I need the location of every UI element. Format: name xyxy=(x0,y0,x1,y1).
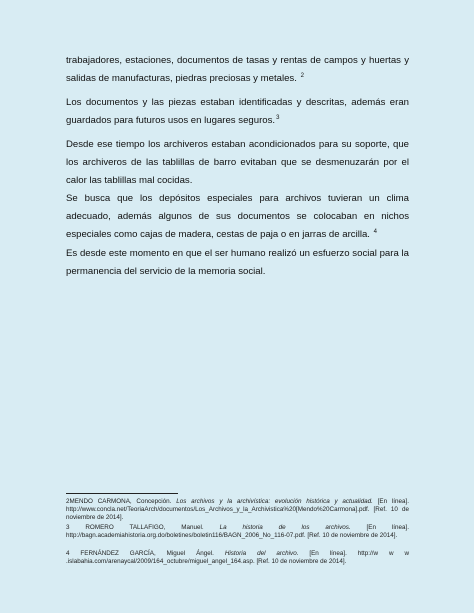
paragraph-text: Desde ese tiempo los archiveros estaban acondicionados para su soporte, que los archiveros de las tablillas de barro evitaban que se desmenuzarán por el calor las tablillas mal cocidas. xyxy=(66,139,409,186)
footnote-author: 4 FERNÁNDEZ GARCÍA, Miguel Ángel. xyxy=(66,550,225,557)
footnote-source[interactable]: [En línea]. http://w w w .islabahia.com/arenaycal/2009/164_octubre/miguel_angel_164.asp. [Ref. 10 de noviembre de 2014]. xyxy=(66,550,409,565)
footnote-source[interactable]: [En línea]. http://bagn.academiahistoria.org.do/boletines/boletin116/BAGN_2006_No_116-07.pdf. [Ref. 10 de noviembre de 2014]. xyxy=(66,524,409,539)
paragraph-text: trabajadores, estaciones, documentos de tasas y rentas de campos y huertas y salidas de manufacturas, piedras preciosas y metales. xyxy=(66,55,409,84)
paragraph-3 xyxy=(66,136,409,190)
footnote-author: 2MENDO CARMONA, Concepción. xyxy=(66,498,177,505)
paragraph-1 xyxy=(66,52,409,88)
footnote-ref-3[interactable]: 3 xyxy=(276,115,280,121)
paragraph-text: Es desde este momento en que el ser humano realizó un esfuerzo social para la permanencia del servicio de la memoria social. xyxy=(66,248,409,277)
footnote-source[interactable]: [En línea]. http://www.concla.net/TeoriaArch/documentos/Los_Archivos_y_la_Archivistica%20[Mendo%20Carmona].pdf. [Ref. 10 de noviembre de 2014]. xyxy=(66,498,409,521)
paragraph-5 xyxy=(66,245,409,281)
footnote-title: Historia del archivo. xyxy=(224,550,299,557)
footnote-ref-4[interactable]: 4 xyxy=(373,229,377,235)
paragraph-4 xyxy=(66,190,409,244)
footnote-2 xyxy=(66,498,409,522)
footnote-title: La historia de los archivos. xyxy=(219,524,351,531)
footnote-title: Los archivos y la archivística: evolución histórica y actualidad. xyxy=(176,498,373,505)
paragraph-text: Se busca que los depósitos especiales para archivos tuvieran un clima adecuado, además algunos de sus documentos se colocaban en nichos especiales como cajas de madera, cestas de paja o en jarras de arcilla. xyxy=(66,193,409,240)
footnote-3 xyxy=(66,524,409,540)
paragraph-text: Los documentos y las piezas estaban identificadas y descritas, además eran guardados para futuros usos en lugares seguros. xyxy=(66,97,409,126)
footnote-author: 3 ROMERO TALLAFIGO, Manuel. xyxy=(66,524,220,531)
paragraph-2 xyxy=(66,94,409,130)
footnote-separator xyxy=(66,493,178,494)
footnote-ref-2[interactable]: 2 xyxy=(300,73,304,79)
footnote-4 xyxy=(66,550,409,566)
